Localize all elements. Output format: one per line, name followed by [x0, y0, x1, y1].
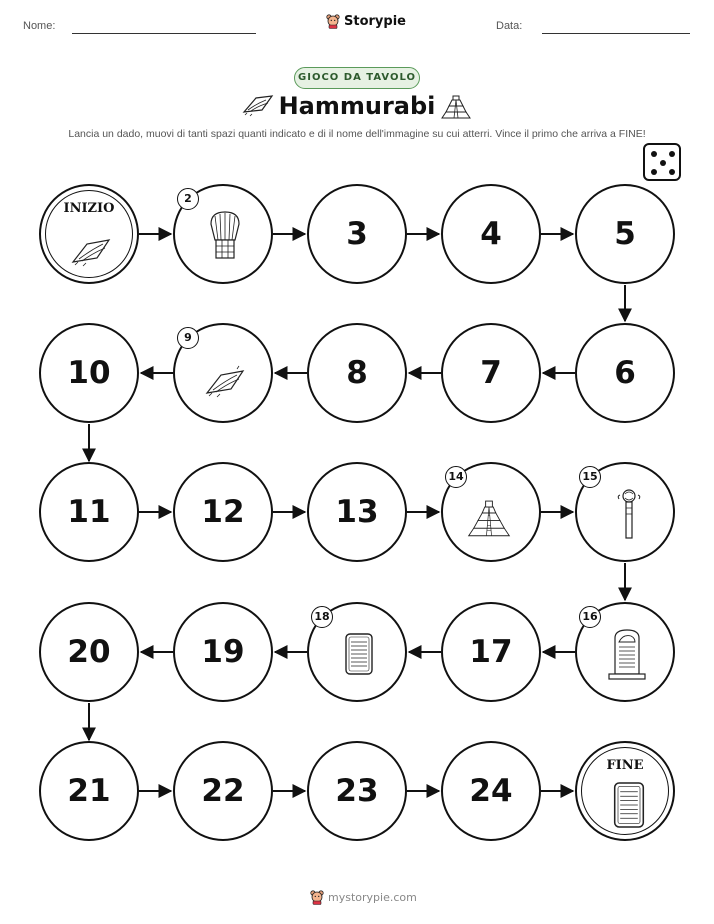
board-space [307, 462, 407, 562]
board-space [441, 184, 541, 284]
board-space [173, 184, 273, 284]
board-space [441, 323, 541, 423]
space-number: 20 [67, 634, 111, 670]
board-space-start [39, 184, 139, 284]
tablet-icon [607, 779, 651, 831]
board-space [307, 741, 407, 841]
space-number: 12 [201, 494, 245, 530]
start-label: INIZIO [63, 201, 115, 216]
board-space [441, 602, 541, 702]
space-number-badge: 15 [579, 466, 601, 488]
game-type-badge: GIOCO DA TAVOLO [294, 67, 420, 89]
footer [310, 889, 417, 905]
board-space [173, 323, 273, 423]
space-number: 4 [480, 216, 502, 252]
tablet-icon [337, 628, 381, 680]
date-label: Data: [496, 20, 523, 32]
finish-label: FINE [606, 758, 644, 773]
space-number-badge: 16 [579, 606, 601, 628]
board-space [307, 184, 407, 284]
space-number: 24 [469, 773, 513, 809]
space-number: 6 [614, 355, 636, 391]
board-space [575, 323, 675, 423]
space-number-badge: 2 [177, 188, 199, 210]
instructions: Lancia un dado, muovi di tanti spazi quanti indicato e di il nome dell'immagine su cui atterri. Vince il primo che arriva a FINE! [68, 128, 646, 140]
board-space [173, 602, 273, 702]
board-space [441, 741, 541, 841]
space-number: 7 [480, 355, 502, 391]
brand-name: Storypie [344, 13, 406, 29]
river-icon [203, 355, 247, 407]
board-space [307, 602, 407, 702]
stele-icon [605, 628, 649, 680]
space-number: 3 [346, 216, 368, 252]
space-number: 8 [346, 355, 368, 391]
board-space [39, 323, 139, 423]
board-space [575, 602, 675, 702]
space-number: 21 [67, 773, 111, 809]
board-space [575, 184, 675, 284]
space-number: 22 [201, 773, 245, 809]
space-number: 10 [67, 355, 111, 391]
board-space [173, 462, 273, 562]
board-space [39, 602, 139, 702]
scepter-icon [605, 488, 649, 540]
space-number: 23 [335, 773, 379, 809]
footer-url[interactable]: mystorypie.com [328, 890, 417, 904]
space-number-badge: 18 [311, 606, 333, 628]
ziggurat-icon [467, 492, 511, 544]
space-number-badge: 14 [445, 466, 467, 488]
space-number: 17 [469, 634, 513, 670]
space-number: 11 [67, 494, 111, 530]
brand-bear-icon [310, 889, 324, 905]
river-icon [69, 224, 113, 276]
board-space [307, 323, 407, 423]
page-title: Hammurabi [278, 92, 436, 120]
basket-icon [203, 210, 247, 262]
space-number: 13 [335, 494, 379, 530]
space-number: 5 [614, 216, 636, 252]
board-space [575, 462, 675, 562]
space-number: 19 [201, 634, 245, 670]
name-label: Nome: [23, 20, 56, 32]
board-space-finish [575, 741, 675, 841]
board-space [441, 462, 541, 562]
board-space [173, 741, 273, 841]
space-number-badge: 9 [177, 327, 199, 349]
board-space [39, 741, 139, 841]
board-space [39, 462, 139, 562]
